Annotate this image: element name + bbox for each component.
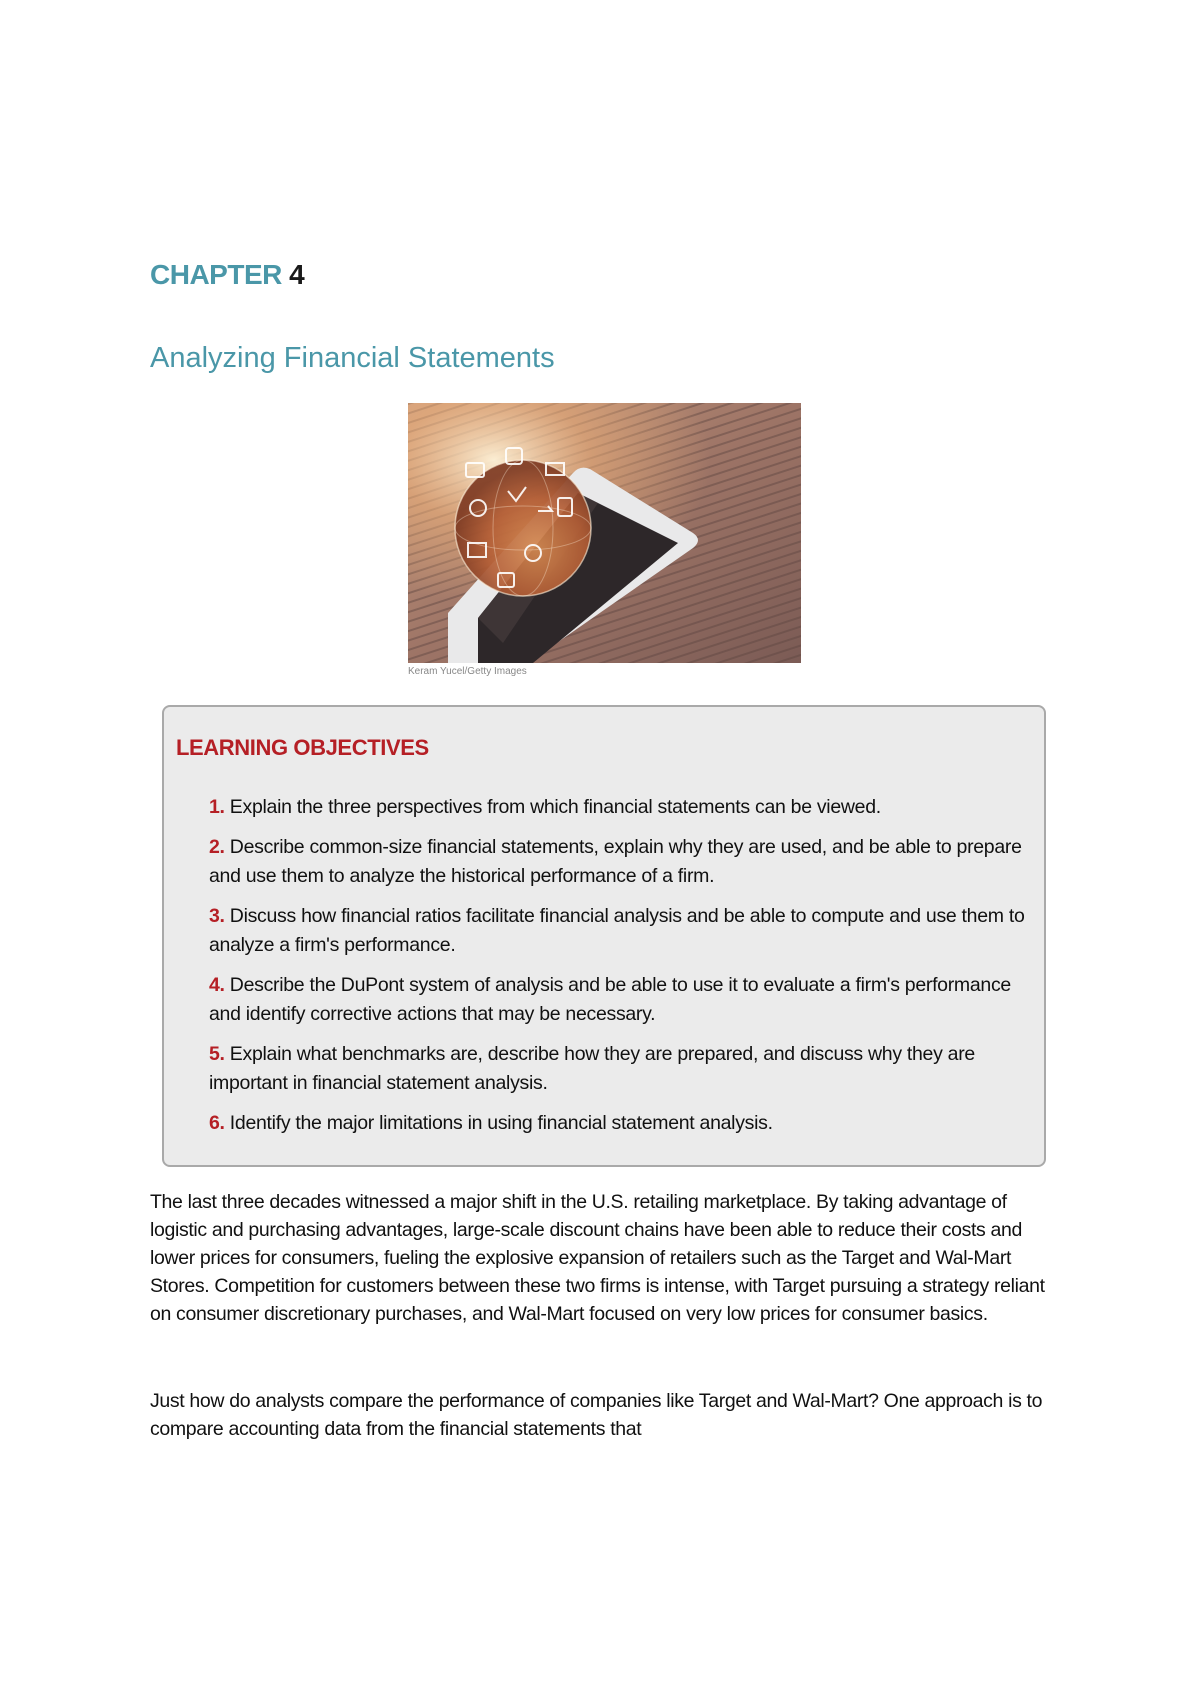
objective-text: Discuss how financial ratios facilitate financial analysis and be able to compute and use them to analyze a firm's performance. <box>209 905 1025 956</box>
objective-text: Describe common-size financial statements, explain why they are used, and be able to prepare and use them to analyze the historical performance of a firm. <box>209 836 1022 887</box>
objective-number: 6. <box>209 1112 225 1134</box>
objective-number: 4. <box>209 974 225 996</box>
learning-objective-3 <box>209 902 1039 960</box>
body-paragraph-1: The last three decades witnessed a major shift in the U.S. retailing marketplace. By taking advantage of logistic and purchasing advantages, large-scale discount chains have been able to reduce their costs and lower prices for consumers, fueling the explosive expansion of retailers such as the Target and Wal-Mart Stores. Competition for customers between these two firms is intense, with Target pursuing a strategy reliant on consumer discretionary purchases, and Wal-Mart focused on very low prices for consumer basics. <box>150 1191 1045 1325</box>
learning-objective-6 <box>209 1109 1039 1138</box>
objective-text: Identify the major limitations in using financial statement analysis. <box>229 1112 773 1134</box>
objective-number: 5. <box>209 1043 225 1065</box>
chapter-heading <box>150 258 304 292</box>
body-paragraph-2: Just how do analysts compare the performance of companies like Target and Wal-Mart? One approach is to compare accounting data from the financial statements that <box>150 1390 1043 1440</box>
objective-number: 2. <box>209 836 225 858</box>
learning-objective-5 <box>209 1040 1039 1098</box>
chapter-label: CHAPTER <box>150 259 282 290</box>
chapter-opener-photo <box>408 403 801 663</box>
objective-text: Explain the three perspectives from which financial statements can be viewed. <box>229 796 881 818</box>
objective-number: 1. <box>209 796 225 818</box>
objective-text: Describe the DuPont system of analysis and be able to use it to evaluate a firm's performance and identify corrective actions that may be necessary. <box>209 974 1011 1025</box>
photo-credit: Keram Yucel/Getty Images <box>408 666 527 677</box>
chapter-title: Analyzing Financial Statements <box>150 342 555 374</box>
learning-objective-2 <box>209 833 1039 891</box>
objective-number: 3. <box>209 905 225 927</box>
learning-objective-1 <box>209 793 1039 822</box>
chapter-number: 4 <box>289 259 305 290</box>
objective-text: Explain what benchmarks are, describe how they are prepared, and discuss why they are important in financial statement analysis. <box>209 1043 975 1094</box>
learning-objective-4 <box>209 971 1039 1029</box>
learning-objectives-heading: LEARNING OBJECTIVES <box>176 735 429 760</box>
learning-objectives-box <box>162 705 1046 1167</box>
learning-objectives-list <box>209 793 1039 1149</box>
